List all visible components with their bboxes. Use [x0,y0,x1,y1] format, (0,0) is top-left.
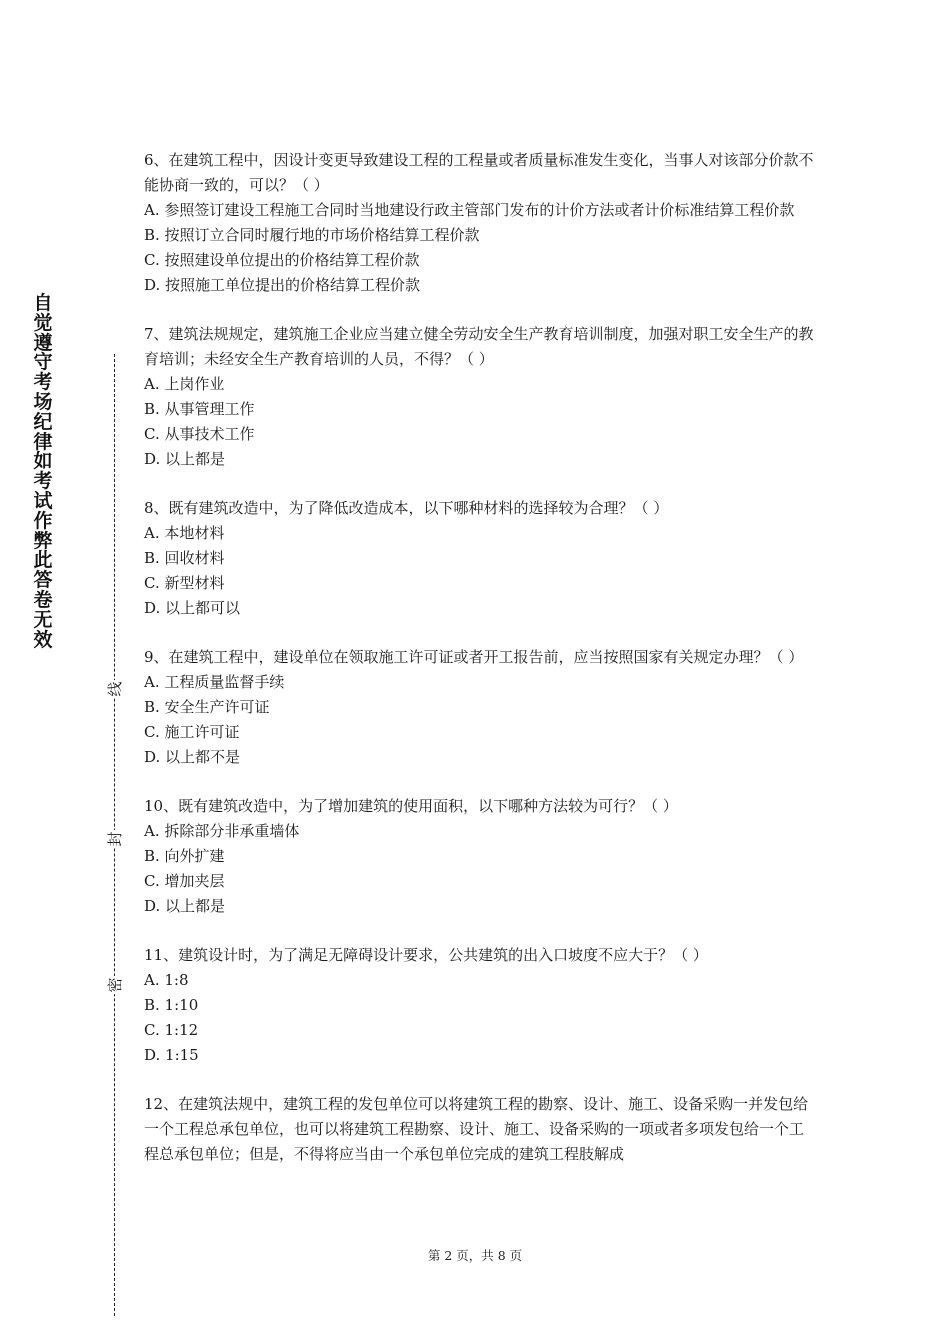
question-option: C. 1:12 [144,1021,199,1039]
question-option: B. 从事管理工作 [144,400,255,418]
question-option: B. 安全生产许可证 [144,698,270,716]
binding-mark-seal: 封 [106,831,124,847]
question-7 [144,322,814,472]
question-list [144,148,814,1167]
question-8 [144,496,814,621]
question-option: D. 以上都不是 [144,748,241,766]
question-stem: 12、在建筑法规中，建筑工程的发包单位可以将建筑工程的勘察、设计、施工、设备采购一并发包给一个工程总承包单位，也可以将建筑工程勘察、设计、施工、设备采购的一项或者多项发包给一个工程总承包单位；但是，不得将应当由一个承包单位完成的建筑工程肢解成 [144,1095,809,1163]
question-option: C. 按照建设单位提出的价格结算工程价款 [144,251,420,269]
question-10 [144,794,814,919]
question-option: A. 1:8 [144,971,189,989]
question-6 [144,148,814,298]
question-option: D. 以上都是 [144,897,226,915]
question-option: D. 按照施工单位提出的价格结算工程价款 [144,276,421,294]
question-11 [144,943,814,1068]
question-option: D. 以上都是 [144,450,226,468]
binding-mark-line: 线 [106,681,124,697]
question-option: B. 向外扩建 [144,847,225,865]
question-option: C. 从事技术工作 [144,425,255,443]
question-option: A. 参照签订建设工程施工合同时当地建设行政主管部门发布的计价方法或者计价标准结算工程价款 [144,201,795,219]
question-option: C. 施工许可证 [144,723,240,741]
question-option: C. 新型材料 [144,574,225,592]
question-option: A. 工程质量监督手续 [144,673,285,691]
question-option: B. 回收材料 [144,549,225,567]
question-stem: 9、在建筑工程中，建设单位在领取施工许可证或者开工报告前，应当按照国家有关规定办理？（ ） [144,648,804,666]
question-stem: 6、在建筑工程中，因设计变更导致建设工程的工程量或者质量标准发生变化，当事人对该部分价款不能协商一致的，可以？（ ） [144,151,814,194]
exam-discipline-notice: 自觉遵守考场纪律如考试作弊此答卷无效 [33,292,53,651]
question-option: A. 拆除部分非承重墙体 [144,822,300,840]
question-stem: 10、既有建筑改造中，为了增加建筑的使用面积，以下哪种方法较为可行？（ ） [144,797,678,815]
question-9 [144,645,814,770]
question-12 [144,1092,814,1167]
page-number: 第 2 页，共 8 页 [427,1248,523,1263]
question-option: D. 以上都可以 [144,599,241,617]
question-option: A. 上岗作业 [144,375,225,393]
question-stem: 7、建筑法规规定，建筑施工企业应当建立健全劳动安全生产教育培训制度，加强对职工安全生产的教育培训；未经安全生产教育培训的人员，不得？（ ） [144,325,814,368]
question-option: B. 1:10 [144,996,199,1014]
question-option: D. 1:15 [144,1046,199,1064]
question-option: B. 按照订立合同时履行地的市场价格结算工程价款 [144,226,480,244]
question-option: A. 本地材料 [144,524,225,542]
question-stem: 8、既有建筑改造中，为了降低改造成本，以下哪种材料的选择较为合理？（ ） [144,499,669,517]
question-option: C. 增加夹层 [144,872,225,890]
binding-mark-secret: 密 [106,977,124,993]
question-stem: 11、建筑设计时，为了满足无障碍设计要求，公共建筑的出入口坡度不应大于？（ ） [144,946,708,964]
